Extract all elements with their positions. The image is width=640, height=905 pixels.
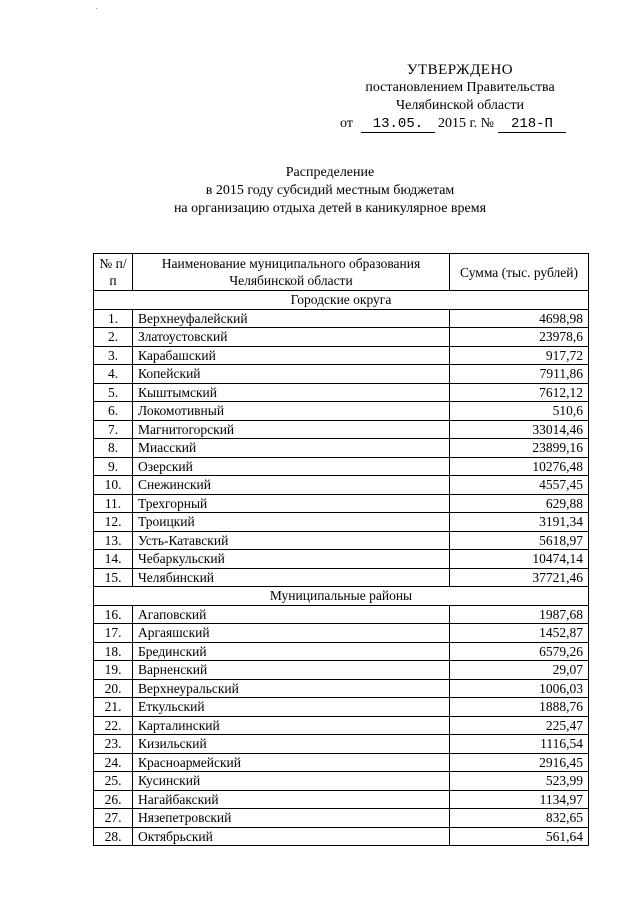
- row-name: Кыштымский: [133, 383, 450, 402]
- table-row: [94, 346, 589, 365]
- table-row: [94, 605, 589, 624]
- table-row: [94, 735, 589, 754]
- row-sum: 561,64: [450, 827, 589, 846]
- table-row: [94, 772, 589, 791]
- row-number: 20.: [94, 679, 133, 698]
- row-number: 3.: [94, 346, 133, 365]
- row-name: Варненский: [133, 661, 450, 680]
- table-row: [94, 531, 589, 550]
- row-number: 9.: [94, 457, 133, 476]
- row-sum: 1134,97: [450, 790, 589, 809]
- row-sum: 5618,97: [450, 531, 589, 550]
- row-number: 2.: [94, 328, 133, 347]
- table-row: [94, 420, 589, 439]
- row-number: 19.: [94, 661, 133, 680]
- date-prefix: от: [340, 116, 353, 131]
- row-name: Озерский: [133, 457, 450, 476]
- table-row: [94, 383, 589, 402]
- row-number: 11.: [94, 494, 133, 513]
- row-number: 23.: [94, 735, 133, 754]
- row-name: Брединский: [133, 642, 450, 661]
- row-number: 1.: [94, 309, 133, 328]
- approval-title: УТВЕРЖДЕНО: [406, 62, 514, 78]
- row-name: Агаповский: [133, 605, 450, 624]
- row-sum: 4557,45: [450, 476, 589, 495]
- row-sum: 3191,34: [450, 513, 589, 532]
- heading-line-1: Распределение: [285, 165, 375, 180]
- row-number: 22.: [94, 716, 133, 735]
- row-sum: 523,99: [450, 772, 589, 791]
- row-sum: 33014,46: [450, 420, 589, 439]
- row-sum: 225,47: [450, 716, 589, 735]
- row-name: Трехгорный: [133, 494, 450, 513]
- row-number: 28.: [94, 827, 133, 846]
- row-sum: 23978,6: [450, 328, 589, 347]
- row-name: Кизильский: [133, 735, 450, 754]
- scan-dot: [96, 8, 97, 9]
- table-header-row: [94, 254, 589, 291]
- row-sum: 10276,48: [450, 457, 589, 476]
- section-title: Муниципальные районы: [94, 587, 589, 606]
- row-number: 21.: [94, 698, 133, 717]
- row-name: Чебаркульский: [133, 550, 450, 569]
- table-row: [94, 328, 589, 347]
- row-name: Снежинский: [133, 476, 450, 495]
- row-number: 14.: [94, 550, 133, 569]
- table-row: [94, 753, 589, 772]
- row-name: Златоустовский: [133, 328, 450, 347]
- header-name: Наименование муниципального образования Челябинской области: [133, 254, 450, 291]
- approval-date-line: [340, 115, 580, 133]
- row-name: Октябрьский: [133, 827, 450, 846]
- row-name: Челябинский: [133, 568, 450, 587]
- row-sum: 1116,54: [450, 735, 589, 754]
- table-row: [94, 513, 589, 532]
- table-row: [94, 809, 589, 828]
- table-row: [94, 550, 589, 569]
- row-name: Красноармейский: [133, 753, 450, 772]
- row-number: 24.: [94, 753, 133, 772]
- row-name: Карталинский: [133, 716, 450, 735]
- row-number: 13.: [94, 531, 133, 550]
- row-name: Миасский: [133, 439, 450, 458]
- row-name: Копейский: [133, 365, 450, 384]
- header-sum: Сумма (тыс. рублей): [450, 254, 589, 291]
- row-name: Нязепетровский: [133, 809, 450, 828]
- row-sum: 7911,86: [450, 365, 589, 384]
- approval-date: 13.05.: [361, 117, 435, 133]
- year-text: 2015 г. №: [437, 116, 494, 131]
- row-sum: 37721,46: [450, 568, 589, 587]
- approval-line-1: постановлением Правительства: [365, 80, 555, 95]
- header-no: № п/п: [94, 254, 133, 291]
- document-heading: [140, 164, 520, 218]
- row-sum: 1006,03: [450, 679, 589, 698]
- table-row: [94, 790, 589, 809]
- row-name: Аргаяшский: [133, 624, 450, 643]
- row-number: 5.: [94, 383, 133, 402]
- table-row: [94, 568, 589, 587]
- row-sum: 7612,12: [450, 383, 589, 402]
- heading-line-3: на организацию отдыха детей в каникулярное время: [173, 201, 487, 216]
- table-row: [94, 624, 589, 643]
- row-sum: 510,6: [450, 402, 589, 421]
- row-name: Карабашский: [133, 346, 450, 365]
- row-number: 10.: [94, 476, 133, 495]
- table-row: [94, 827, 589, 846]
- table-row: [94, 457, 589, 476]
- row-number: 26.: [94, 790, 133, 809]
- row-name: Нагайбакский: [133, 790, 450, 809]
- row-sum: 1987,68: [450, 605, 589, 624]
- row-sum: 917,72: [450, 346, 589, 365]
- table-body: [94, 291, 589, 846]
- section-row: [94, 291, 589, 310]
- heading-line-2: в 2015 году субсидий местным бюджетам: [205, 183, 455, 198]
- table-row: [94, 698, 589, 717]
- row-number: 25.: [94, 772, 133, 791]
- table-row: [94, 716, 589, 735]
- table-row: [94, 679, 589, 698]
- row-name: Верхнеуфалейский: [133, 309, 450, 328]
- approval-number: 218-П: [498, 117, 566, 133]
- row-number: 15.: [94, 568, 133, 587]
- table-row: [94, 309, 589, 328]
- table-row: [94, 476, 589, 495]
- table-row: [94, 494, 589, 513]
- section-row: [94, 587, 589, 606]
- row-name: Еткульский: [133, 698, 450, 717]
- row-name: Локомотивный: [133, 402, 450, 421]
- row-sum: 629,88: [450, 494, 589, 513]
- row-number: 27.: [94, 809, 133, 828]
- row-sum: 23899,16: [450, 439, 589, 458]
- row-name: Троицкий: [133, 513, 450, 532]
- row-sum: 10474,14: [450, 550, 589, 569]
- row-sum: 29,07: [450, 661, 589, 680]
- row-number: 4.: [94, 365, 133, 384]
- section-title: Городские округа: [94, 291, 589, 310]
- row-name: Верхнеуральский: [133, 679, 450, 698]
- row-number: 6.: [94, 402, 133, 421]
- row-number: 7.: [94, 420, 133, 439]
- table-row: [94, 365, 589, 384]
- row-name: Магнитогорский: [133, 420, 450, 439]
- table-row: [94, 439, 589, 458]
- table-row: [94, 642, 589, 661]
- row-sum: 4698,98: [450, 309, 589, 328]
- row-number: 17.: [94, 624, 133, 643]
- subsidy-table: [93, 253, 589, 846]
- table-row: [94, 661, 589, 680]
- approval-line-2: Челябинской области: [396, 98, 524, 113]
- row-number: 16.: [94, 605, 133, 624]
- row-sum: 1452,87: [450, 624, 589, 643]
- row-sum: 2916,45: [450, 753, 589, 772]
- row-number: 18.: [94, 642, 133, 661]
- row-name: Кусинский: [133, 772, 450, 791]
- approval-block: [340, 61, 580, 133]
- row-sum: 6579,26: [450, 642, 589, 661]
- row-number: 8.: [94, 439, 133, 458]
- row-sum: 832,65: [450, 809, 589, 828]
- table-row: [94, 402, 589, 421]
- row-number: 12.: [94, 513, 133, 532]
- row-sum: 1888,76: [450, 698, 589, 717]
- row-name: Усть-Катавский: [133, 531, 450, 550]
